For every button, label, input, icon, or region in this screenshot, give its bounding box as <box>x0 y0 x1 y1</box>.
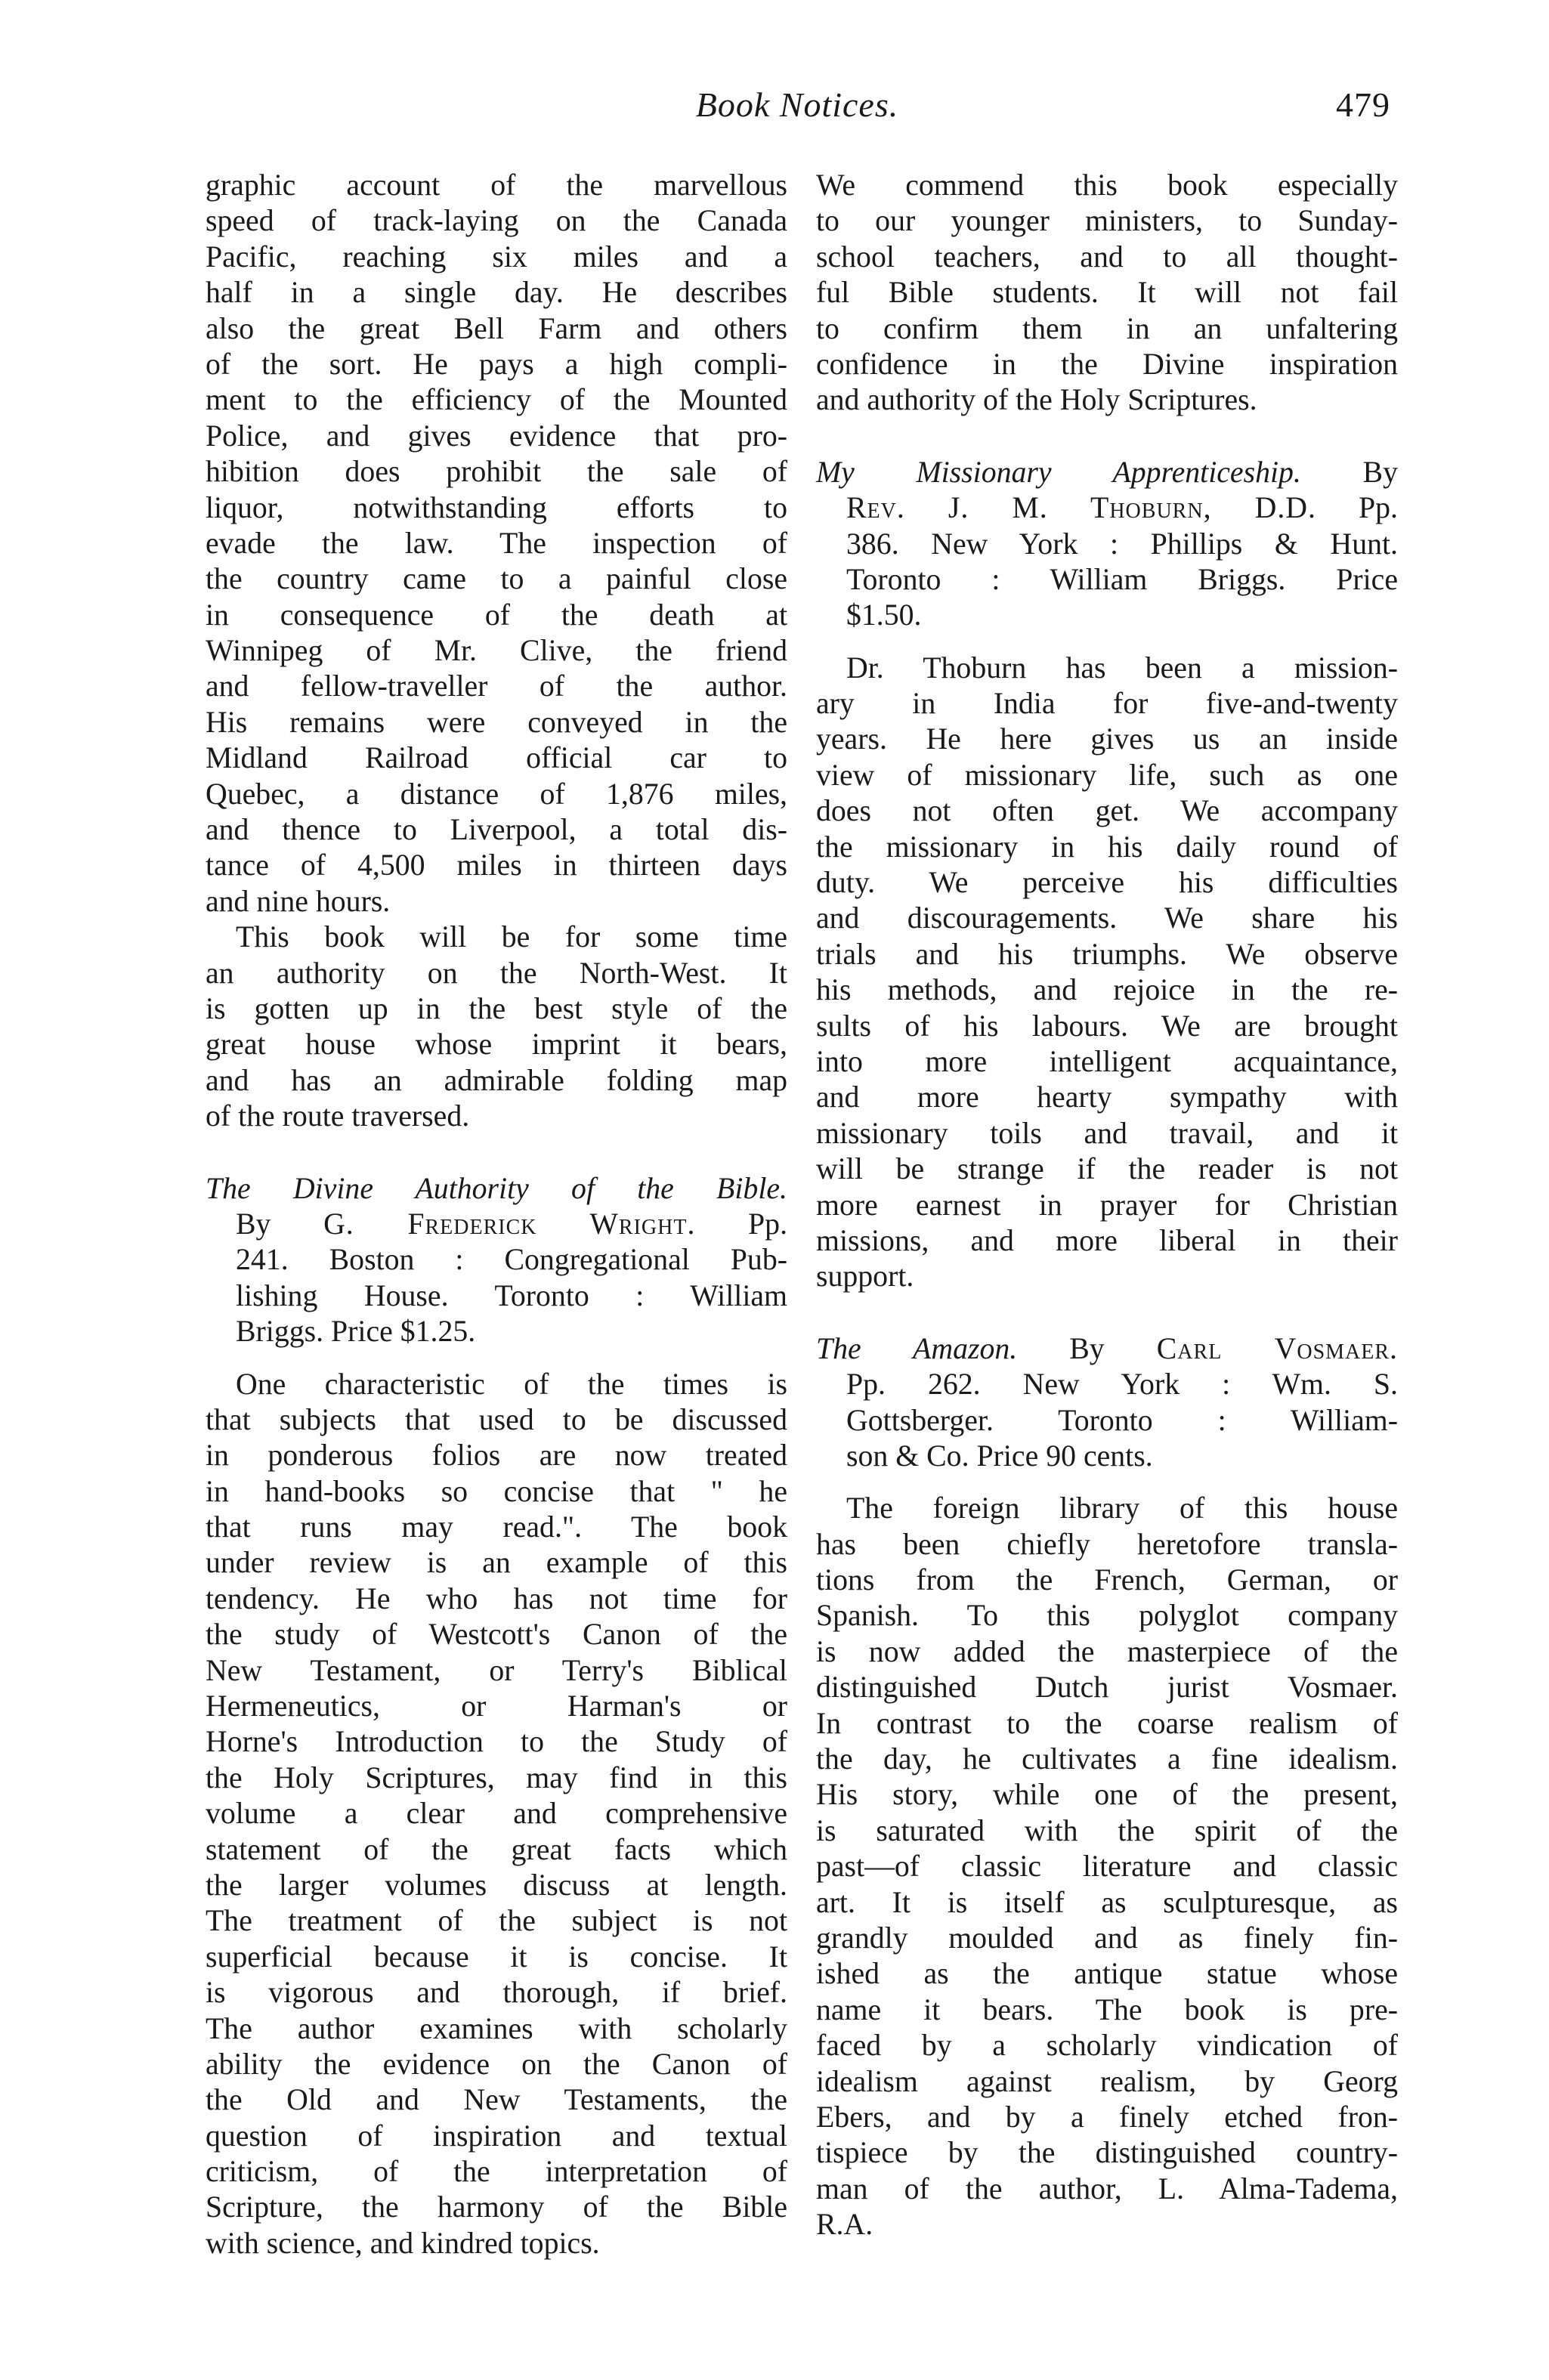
text-line: speed of track-laying on the Canada <box>206 204 787 238</box>
text-line: statement of the great facts which <box>206 1832 787 1866</box>
text-line: and discouragements. We share his <box>816 901 1398 935</box>
text-line: His story, while one of the present, <box>816 1778 1398 1812</box>
page-header <box>204 85 1390 145</box>
text-line: the Holy Scriptures, may find in this <box>206 1760 787 1794</box>
text-line: In contrast to the coarse realism of <box>816 1706 1398 1740</box>
text-line: the study of Westcott's Canon of the <box>206 1618 787 1652</box>
notice-author: G. Frederick Wright. <box>323 1207 696 1241</box>
text-line: grandly moulded and as finely fin- <box>816 1921 1398 1955</box>
notice-byline <box>816 490 1398 526</box>
text-line: in ponderous folios are now treated <box>206 1439 787 1473</box>
text-line: Quebec, a distance of 1,876 miles, <box>206 777 787 811</box>
text-line: to our younger ministers, to Sunday- <box>816 204 1398 238</box>
text-line: of the sort. He pays a high compli- <box>206 347 787 381</box>
paragraph-amazon-review <box>816 1491 1398 2242</box>
text-line: and has an admirable folding map <box>206 1063 787 1097</box>
text-line: and authority of the Holy Scriptures. <box>816 383 1257 417</box>
text-line: in consequence of the death at <box>206 598 787 632</box>
notice-by: By <box>236 1207 271 1241</box>
text-line: and more hearty sympathy with <box>816 1080 1398 1114</box>
text-line: tance of 4,500 miles in thirteen days <box>206 848 787 882</box>
text-line: We commend this book especially <box>816 168 1398 202</box>
notice-details: Briggs. Price $1.25. <box>236 1315 476 1349</box>
paragraph-authority-north-west <box>206 920 787 1134</box>
text-line: ability the evidence on the Canon of <box>206 2047 787 2081</box>
text-line: Dr. Thoburn has been a mission- <box>846 651 1398 685</box>
page-number: 479 <box>1336 85 1390 124</box>
notice-title: The Divine Authority of the Bible. <box>206 1171 787 1205</box>
text-line: New Testament, or Terry's Biblical <box>206 1653 787 1687</box>
text-line: The author examines with scholarly <box>206 2011 787 2045</box>
text-line: the day, he cultivates a fine idealism. <box>816 1742 1398 1776</box>
notice-details: 241. Boston : Congregational Pub- <box>236 1243 787 1277</box>
text-line: tions from the French, German, or <box>816 1563 1398 1597</box>
text-line: the Old and New Testaments, the <box>206 2083 787 2117</box>
paragraph-thoburn-review <box>816 651 1398 1295</box>
notice-author: Rev. J. M. Thoburn, D.D. <box>846 491 1316 525</box>
text-line: the larger volumes discuss at length. <box>206 1868 787 1902</box>
text-line: ful Bible students. It will not fail <box>816 276 1398 310</box>
text-line: man of the author, L. Alma-Tadema, <box>816 2171 1398 2205</box>
text-line: distinguished Dutch jurist Vosmaer. <box>816 1671 1398 1705</box>
text-line: also the great Bell Farm and others <box>206 311 787 345</box>
text-line: ished as the antique statue whose <box>816 1957 1398 1991</box>
text-line: has been chiefly heretofore transla- <box>816 1527 1398 1561</box>
text-line: school teachers, and to all thought- <box>816 240 1398 274</box>
text-line: liquor, notwithstanding efforts to <box>206 490 787 524</box>
text-line: the missionary in his daily round of <box>816 830 1398 864</box>
text-line: art. It is itself as sculpturesque, as <box>816 1885 1398 1919</box>
text-line: volume a clear and comprehensive <box>206 1797 787 1831</box>
text-line: view of missionary life, such as one <box>816 758 1398 792</box>
notice-details: 386. New York : Phillips & Hunt. <box>846 527 1398 561</box>
notice-details: lishing House. Toronto : William <box>236 1278 787 1312</box>
running-head: Book Notices. <box>695 85 899 124</box>
text-line: the country came to a painful close <box>206 562 787 596</box>
notice-by: By <box>1069 1331 1105 1365</box>
text-line: that runs may read.". The book <box>206 1510 787 1544</box>
notice-details: Pp. 262. New York : Wm. S. <box>846 1368 1398 1402</box>
text-line: sults of his labours. We are brought <box>816 1009 1398 1043</box>
paragraph-north-west-tour-continued <box>206 168 787 920</box>
text-line: idealism against realism, by Georg <box>816 2064 1398 2098</box>
text-line: Ebers, and by a finely etched fron- <box>816 2100 1398 2134</box>
text-line: is saturated with the spirit of the <box>816 1813 1398 1847</box>
text-line: that subjects that used to be discussed <box>206 1402 787 1436</box>
text-line: is gotten up in the best style of the <box>206 991 787 1025</box>
text-line: years. He here gives us an inside <box>816 722 1398 756</box>
text-line: of the route traversed. <box>206 1099 470 1133</box>
notice-title-line <box>206 1171 787 1207</box>
text-line: and thence to Liverpool, a total dis- <box>206 813 787 847</box>
paragraph-commend <box>816 168 1398 419</box>
text-line: tendency. He who has not time for <box>206 1581 787 1615</box>
text-line: Spanish. To this polyglot company <box>816 1599 1398 1633</box>
text-line: criticism, of the interpretation of <box>206 2155 787 2189</box>
text-line: under review is an example of this <box>206 1546 787 1580</box>
text-line: his methods, and rejoice in the re- <box>816 973 1398 1007</box>
text-line: This book will be for some time <box>236 920 787 954</box>
text-line: Horne's Introduction to the Study of <box>206 1725 787 1759</box>
text-line: missions, and more liberal in their <box>816 1223 1398 1257</box>
text-line: to confirm them in an unfaltering <box>816 311 1398 345</box>
text-line: Winnipeg of Mr. Clive, the friend <box>206 634 787 668</box>
text-line: an authority on the North-West. It <box>206 956 787 990</box>
text-line: past—of classic literature and classic <box>816 1850 1398 1884</box>
text-line: trials and his triumphs. We observe <box>816 937 1398 971</box>
text-line: name it bears. The book is pre- <box>816 1992 1398 2026</box>
text-line: and nine hours. <box>206 884 391 918</box>
text-line: evade the law. The inspection of <box>206 526 787 560</box>
text-line: Scripture, the harmony of the Bible <box>206 2190 787 2224</box>
paragraph-divine-authority-review <box>206 1367 787 2262</box>
notice-heading-missionary-apprenticeship <box>816 455 1398 634</box>
text-line: great house whose imprint it bears, <box>206 1028 787 1062</box>
text-line: His remains were conveyed in the <box>206 705 787 739</box>
text-line: graphic account of the marvellous <box>206 168 787 202</box>
text-line: does not often get. We accompany <box>816 794 1398 828</box>
text-line: question of inspiration and textual <box>206 2119 787 2153</box>
notice-details: Pp. <box>748 1207 788 1241</box>
text-line: and fellow-traveller of the author. <box>206 669 787 703</box>
text-line: support. <box>816 1260 914 1294</box>
text-line: is vigorous and thorough, if brief. <box>206 1976 787 2010</box>
notice-heading-amazon <box>816 1331 1398 1475</box>
notice-details: $1.50. <box>846 598 922 632</box>
text-line: more earnest in prayer for Christian <box>816 1188 1398 1222</box>
notice-by: By <box>1362 455 1398 489</box>
text-line: duty. We perceive his difficulties <box>816 866 1398 900</box>
text-line: One characteristic of the times is <box>236 1367 787 1401</box>
text-line: into more intelligent acquaintance, <box>816 1044 1398 1078</box>
text-line: confidence in the Divine inspiration <box>816 347 1398 381</box>
text-line: ary in India for five-and-twenty <box>816 687 1398 721</box>
notice-details: Pp. <box>1359 491 1398 525</box>
text-line: tispiece by the distinguished country- <box>816 2136 1398 2170</box>
notice-title: The Amazon. <box>816 1331 1018 1365</box>
notice-details: Gottsberger. Toronto : William- <box>846 1403 1398 1437</box>
text-line: ment to the efficiency of the Mounted <box>206 383 787 417</box>
notice-details: son & Co. Price 90 cents. <box>846 1439 1153 1473</box>
text-line: Hermeneutics, or Harman's or <box>206 1689 787 1723</box>
text-line: in hand-books so concise that " he <box>206 1474 787 1508</box>
text-line: faced by a scholarly vindication of <box>816 2029 1398 2063</box>
text-line: Pacific, reaching six miles and a <box>206 240 787 274</box>
text-line: with science, and kindred topics. <box>206 2226 600 2260</box>
notice-byline <box>206 1207 787 1242</box>
text-line: half in a single day. He describes <box>206 276 787 310</box>
text-line: missionary toils and travail, and it <box>816 1116 1398 1150</box>
notice-title: My Missionary Apprenticeship. <box>816 455 1301 489</box>
text-line: superficial because it is concise. It <box>206 1940 787 1974</box>
notice-title-line <box>816 1331 1398 1367</box>
text-line: The foreign library of this house <box>846 1491 1398 1525</box>
notice-title-line <box>816 455 1398 490</box>
text-line: R.A. <box>816 2208 873 2242</box>
right-column <box>816 168 1398 2242</box>
text-line: hibition does prohibit the sale of <box>206 455 787 489</box>
left-column <box>206 168 787 2261</box>
notice-heading-divine-authority <box>206 1171 787 1350</box>
notice-author: Carl Vosmaer. <box>1156 1331 1398 1365</box>
text-line: Police, and gives evidence that pro- <box>206 419 787 453</box>
text-line: Midland Railroad official car to <box>206 741 787 775</box>
text-line: will be strange if the reader is not <box>816 1152 1398 1186</box>
notice-details: Toronto : William Briggs. Price <box>846 562 1398 596</box>
text-line: is now added the masterpiece of the <box>816 1634 1398 1668</box>
text-line: The treatment of the subject is not <box>206 1904 787 1938</box>
